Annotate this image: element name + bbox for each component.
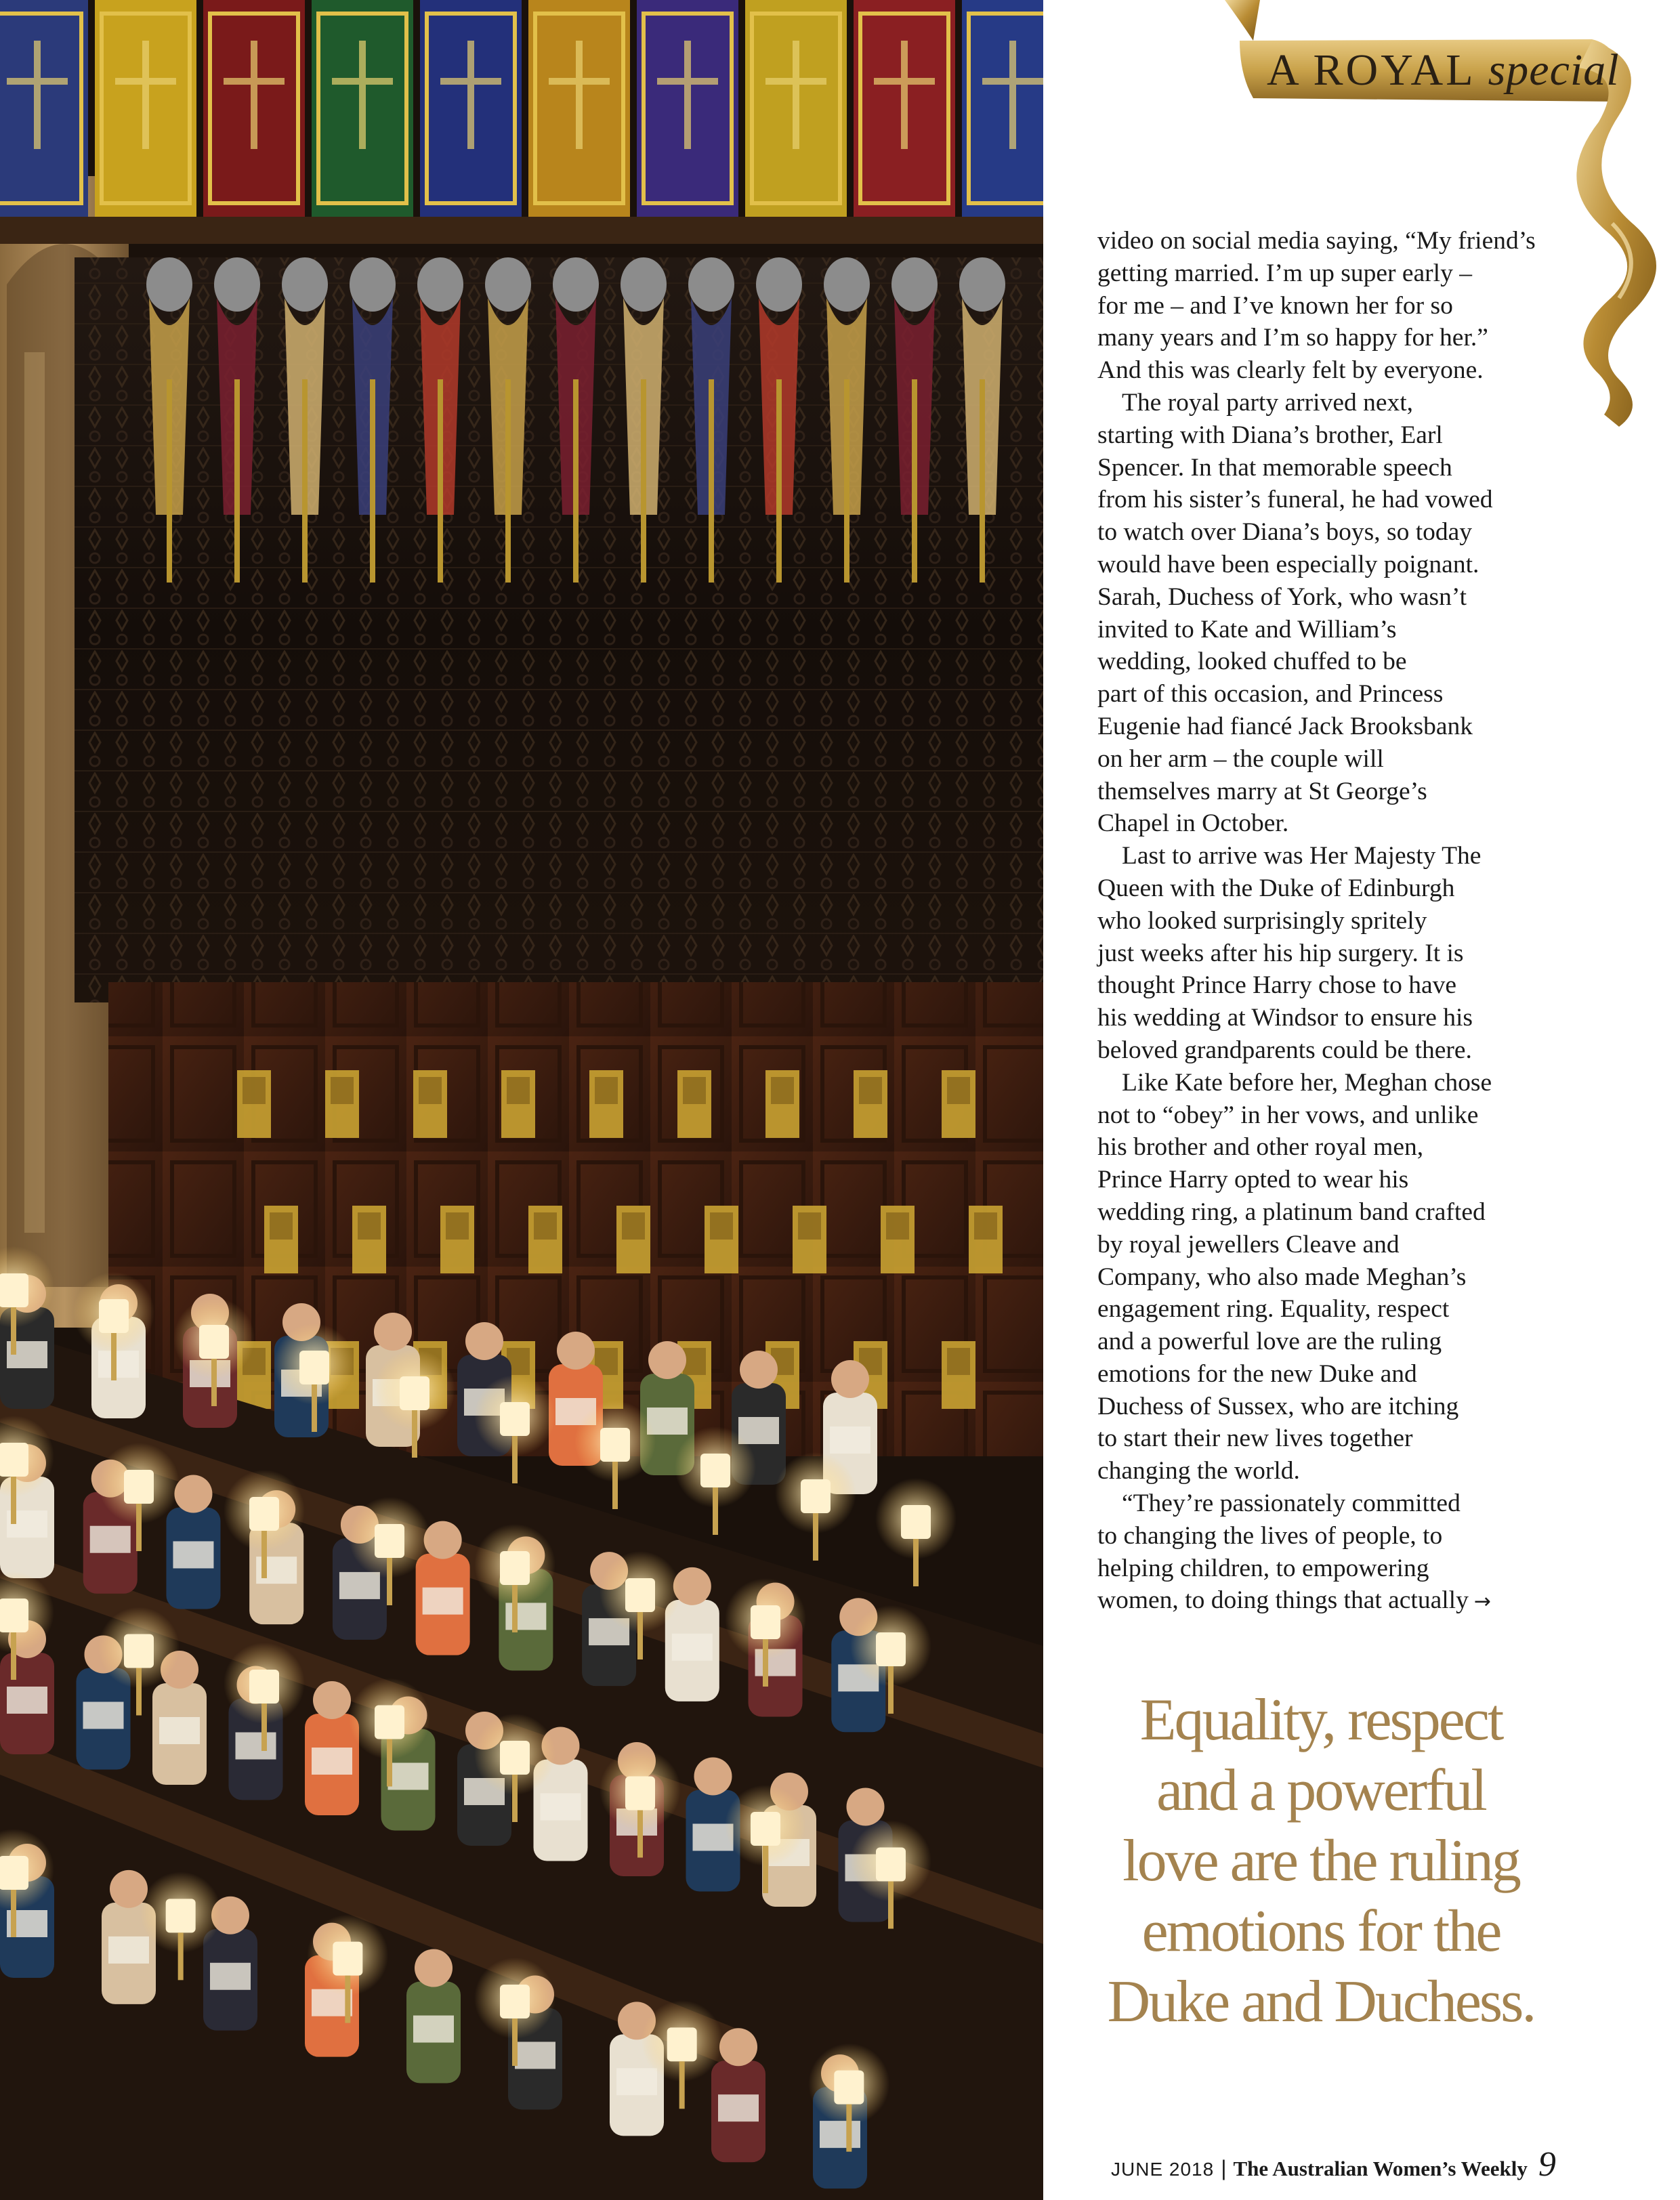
article-line xyxy=(1097,1391,1565,1423)
article-line xyxy=(1097,776,1565,808)
article-line-text: to watch over Diana’s boys, so today xyxy=(1097,518,1473,547)
article-line xyxy=(1097,354,1565,387)
article-line xyxy=(1097,581,1565,614)
pull-quote-line: emotions for the xyxy=(1141,1899,1500,1964)
article-line-text: wedding, looked chuffed to be xyxy=(1097,648,1407,676)
article-line-text: engagement ring. Equality, respect xyxy=(1097,1295,1450,1324)
pull-quote xyxy=(1057,1685,1585,2037)
article-line-text: just weeks after his hip surgery. It is xyxy=(1097,939,1464,967)
article-line-text: from his sister’s funeral, he had vowed xyxy=(1097,486,1493,514)
article-line xyxy=(1097,1164,1565,1196)
footer-separator: | xyxy=(1221,2156,1227,2180)
article-line xyxy=(1097,1099,1565,1132)
article-line-text: by royal jewellers Cleave and xyxy=(1097,1230,1400,1258)
pull-quote-line: Equality, respect xyxy=(1139,1687,1503,1753)
article-line-text: Duchess of Sussex, who are itching xyxy=(1097,1392,1459,1420)
article-line xyxy=(1097,387,1565,419)
article-line xyxy=(1097,840,1565,872)
article-line-text: emotions for the new Duke and xyxy=(1097,1359,1417,1388)
article-line xyxy=(1097,1358,1565,1391)
article-line xyxy=(1097,1552,1565,1585)
article-line xyxy=(1097,1487,1565,1520)
pull-quote-line: love are the ruling xyxy=(1122,1828,1519,1894)
article-line-text: The royal party arrived next, xyxy=(1122,388,1414,417)
article-line xyxy=(1097,969,1565,1002)
article-line xyxy=(1097,516,1565,549)
article-line-text: And this was clearly felt by everyone. xyxy=(1097,356,1484,385)
article-line-text: and a powerful love are the ruling xyxy=(1097,1328,1442,1356)
page-number: 9 xyxy=(1538,2145,1556,2184)
article-line xyxy=(1097,905,1565,937)
article-line xyxy=(1097,937,1565,970)
article-line xyxy=(1097,1261,1565,1294)
article-line-text: not to “obey” in her vows, and unlike xyxy=(1097,1101,1479,1129)
article-line-text: women, to doing things that actually xyxy=(1097,1586,1469,1615)
article-line-text: wedding ring, a platinum band crafted xyxy=(1097,1198,1486,1226)
article-line xyxy=(1097,614,1565,646)
article-line-text: his wedding at Windsor to ensure his xyxy=(1097,1004,1473,1032)
article-line xyxy=(1097,1196,1565,1229)
article-line-text: changing the world. xyxy=(1097,1457,1300,1485)
article-line-text: Queen with the Duke of Edinburgh xyxy=(1097,874,1455,902)
article-line-text: Spencer. In that memorable speech xyxy=(1097,453,1452,482)
article-line-text: to changing the lives of people, to xyxy=(1097,1521,1443,1550)
article-line-text: Like Kate before her, Meghan chose xyxy=(1122,1068,1492,1097)
article-line-text: Chapel in October. xyxy=(1097,809,1289,838)
article-line xyxy=(1097,322,1565,354)
article-line-text: themselves marry at St George’s xyxy=(1097,777,1427,805)
page-footer xyxy=(1111,2144,1612,2184)
article-line xyxy=(1097,678,1565,711)
article-line-text: Last to arrive was Her Majesty The xyxy=(1122,842,1482,870)
article-line-text: would have been especially poignant. xyxy=(1097,550,1479,578)
article-line xyxy=(1097,1455,1565,1487)
article-line-text: Sarah, Duchess of York, who wasn’t xyxy=(1097,583,1467,611)
article-line-text: to start their new lives together xyxy=(1097,1424,1413,1453)
article-line-text: who looked surprisingly spritely xyxy=(1097,906,1427,935)
article-line xyxy=(1097,225,1565,257)
pull-quote-line: Duke and Duchess. xyxy=(1107,1969,1535,2035)
magazine-title: The Australian Women’s Weekly xyxy=(1233,2157,1528,2180)
article-line xyxy=(1097,257,1565,290)
article-line xyxy=(1097,290,1565,322)
article-line xyxy=(1097,743,1565,776)
article-line-text: on her arm – the couple will xyxy=(1097,744,1384,773)
article-line xyxy=(1097,1131,1565,1164)
article-line-text: thought Prince Harry chose to have xyxy=(1097,971,1457,1000)
article-line xyxy=(1097,1422,1565,1455)
ribbon-label-italic: special xyxy=(1488,45,1620,95)
article-line-text: many years and I’m so happy for her.” xyxy=(1097,324,1488,352)
article-line-text: helping children, to empowering xyxy=(1097,1554,1429,1582)
article-line xyxy=(1097,1584,1565,1618)
article-line xyxy=(1097,872,1565,905)
article-line-text: Eugenie had fiancé Jack Brooksbank xyxy=(1097,712,1473,740)
article-line xyxy=(1097,484,1565,516)
article-line-text: invited to Kate and William’s xyxy=(1097,615,1397,643)
continue-arrow-icon: → xyxy=(1473,1590,1491,1614)
article-line-text: his brother and other royal men, xyxy=(1097,1133,1424,1162)
article-line xyxy=(1097,807,1565,840)
article-line xyxy=(1097,452,1565,484)
article-line-text: Company, who also made Meghan’s xyxy=(1097,1263,1467,1291)
article-line-text: Prince Harry opted to wear his xyxy=(1097,1166,1409,1194)
section-ribbon-label xyxy=(1267,45,1620,96)
pull-quote-line: and a powerful xyxy=(1156,1758,1486,1823)
article-line-text: part of this occasion, and Princess xyxy=(1097,680,1444,708)
article-line xyxy=(1097,711,1565,743)
article-line-text: video on social media saying, “My friend’s xyxy=(1097,227,1536,255)
ribbon-label-text: A ROYAL xyxy=(1267,45,1475,95)
article-line xyxy=(1097,419,1565,452)
article-line-text: getting married. I’m up super early – xyxy=(1097,259,1472,287)
article-line xyxy=(1097,1067,1565,1099)
article-line xyxy=(1097,1002,1565,1034)
article-line xyxy=(1097,549,1565,581)
article-line-text: for me – and I’ve known her for so xyxy=(1097,291,1453,320)
article-body xyxy=(1097,225,1565,1618)
article-line xyxy=(1097,1520,1565,1552)
issue-date: JUNE 2018 xyxy=(1111,2159,1215,2180)
article-line xyxy=(1097,1034,1565,1067)
article-line-text: starting with Diana’s brother, Earl xyxy=(1097,421,1443,449)
article-line-text: beloved grandparents could be there. xyxy=(1097,1036,1472,1064)
article-line xyxy=(1097,1326,1565,1358)
article-line xyxy=(1097,1293,1565,1326)
article-line xyxy=(1097,646,1565,678)
article-line xyxy=(1097,1229,1565,1261)
article-line-text: “They’re passionately committed xyxy=(1122,1489,1461,1518)
